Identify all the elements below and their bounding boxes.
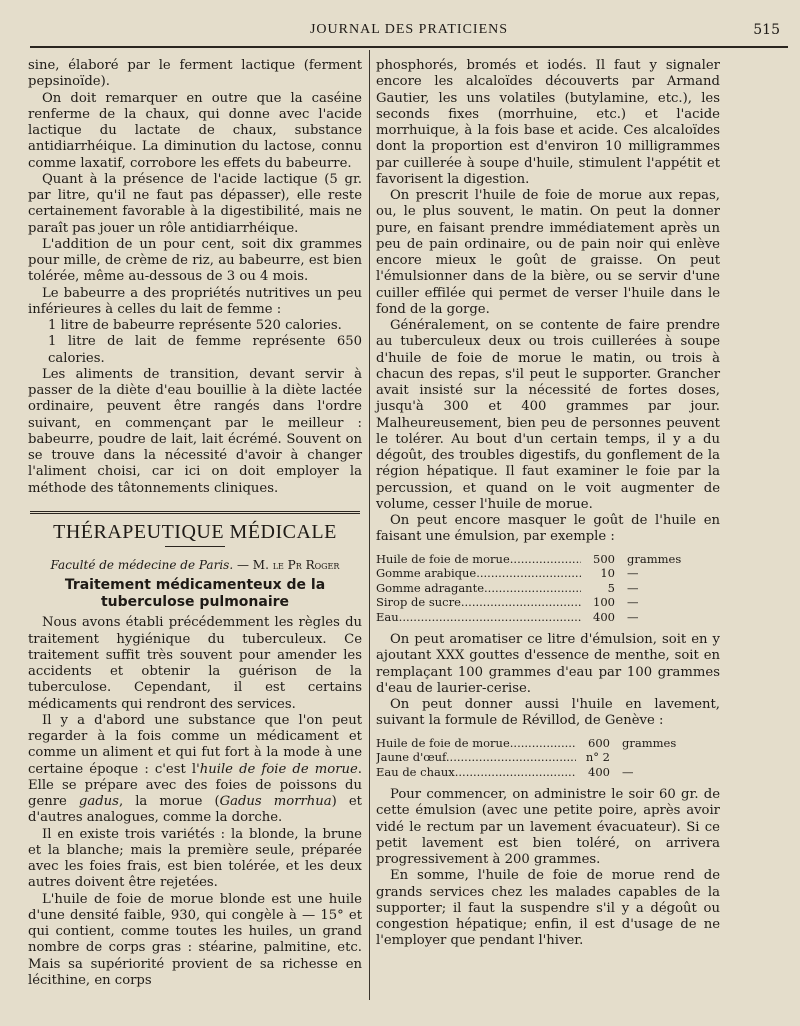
header-rule <box>30 46 788 48</box>
italic-term: Gadus morrhua <box>219 794 332 809</box>
formula-row: Eau ..... 400 — <box>376 610 720 625</box>
paragraph: On peut aromatiser ce litre d'émulsion, soit en y ajoutant XXX gouttes d'essence de menthe, soit en remplaçant 100 grammes d'eau par 100 grammes d'eau de laurier-cerise. <box>376 632 720 696</box>
paragraph: Généralement, on se contente de faire prendre au tuberculeux deux ou trois cuillerées à soupe d'huile de foie de morue le matin, ou trois à chacun des repas, s'il peut le supporter. Grancher avait insisté sur la nécessité de fortes doses, jusqu'à 300 et 400 grammes par jour. Malheureusement, bien peu de personnes peuvent le tolérer. Au bout d'un certain temps, il y a du dégoût, des troubles digestifs, du gonflement de la région hépatique. Il faut examiner le foie par la percussion, et quand on le voit augmenter de volume, cesser l'huile de morue. <box>376 318 720 512</box>
article-title: Traitement médicamenteux de la tuberculose pulmonaire <box>64 577 326 611</box>
paragraph: L'addition de un pour cent, soit dix grammes pour mille, de crème de riz, au babeurre, est bien tolérée, même au-dessous de 3 ou 4 mois. <box>28 236 362 285</box>
formula-row: Gomme adragante ..... 5 — <box>376 581 720 596</box>
byline-faculty: Faculté de médecine de Paris. <box>50 558 234 572</box>
enema-formula <box>376 736 720 780</box>
paragraph: sine, élaboré par le ferment lactique (ferment pepsinoïde). <box>28 58 362 90</box>
calorie-line: 1 litre de lait de femme représente 650 calories. <box>48 334 362 366</box>
formula-row: Eau de chaux ..... 400 — <box>376 765 720 780</box>
right-column <box>376 58 720 950</box>
page-number: 515 <box>753 22 780 38</box>
paragraph: On peut encore masquer le goût de l'huile en faisant une émulsion, par exemple : <box>376 513 720 545</box>
paragraph: On doit remarquer en outre que la caséine renferme de la chaux, qui donne avec l'acide lactique du lactate de chaux, substance antidiarrhéique. La diminution du lactose, connu comme laxatif, corrobore les effets du babeurre. <box>28 90 362 171</box>
section-rule <box>30 511 360 514</box>
calorie-line: 1 litre de babeurre représente 520 calories. <box>48 318 342 333</box>
formula-row: Huile de foie de morue ..... 600 grammes <box>376 736 720 751</box>
title-underline <box>165 546 225 547</box>
paragraph: phosphorés, bromés et iodés. Il faut y signaler encore les alcaloïdes découverts par Armand Gautier, les uns volatiles (butylamine, etc.), les seconds fixes (morrhuine, etc.) et l'acide morrhuique, à la fois base et acide. Ces alcaloïdes dont la proportion est d'environ 10 milligrammes par cuillerée à soupe d'huile, stimulent l'appétit et favorisent la digestion. <box>376 58 720 187</box>
paragraph: Il en existe trois variétés : la blonde, la brune et la blanche; mais la première seule, préparée avec les foies frais, est bien tolérée, et les deux autres doivent être rejetées. <box>28 826 362 891</box>
page-header <box>30 20 788 42</box>
paragraph: Il y a d'abord une substance que l'on peut regarder à la fois comme un médicament et comme un aliment et qui fut fort à la mode à une certaine époque : c'est l'huile de foie de morue. Elle se prépare avec des foies de poissons du genre gadus, la morue (Gadus morrhua) et d'autres analogues, comme la dorche. <box>28 712 362 826</box>
running-title: JOURNAL DES PRATICIENS <box>309 22 509 37</box>
left-column <box>28 58 362 989</box>
italic-term: huile de foie de morue <box>199 761 358 777</box>
formula-row: Huile de foie de morue ..... 500 grammes <box>376 552 720 567</box>
article-byline <box>28 557 362 573</box>
byline-separator: — <box>233 558 253 572</box>
column-divider <box>369 50 370 1000</box>
byline-author: M. le Pr Roger <box>252 558 340 572</box>
paragraph: On peut donner aussi l'huile en lavement, suivant la formule de Révillod, de Genève : <box>376 697 720 729</box>
paragraph: Pour commencer, on administre le soir 60 gr. de cette émulsion (avec une petite poire, après avoir vidé le rectum par un lavement évacuateur). Si ce petit lavement est bien toléré, on arrivera progressivement à 200 grammes. <box>376 787 720 867</box>
italic-term: gadus <box>78 794 119 809</box>
emulsion-formula <box>376 552 720 625</box>
paragraph: Le babeurre a des propriétés nutritives un peu inférieures à celles du lait de femme : <box>28 285 362 317</box>
section-title: THÉRAPEUTIQUE MÉDICALE <box>53 520 337 543</box>
paragraph: On prescrit l'huile de foie de morue aux repas, ou, le plus souvent, le matin. On peut la donner pure, en faisant prendre immédiatement après un peu de pain ordinaire, ou de pain noir qui enlève encore mieux le goût de graisse. On peut l'émulsionner dans de la bière, ou se servir d'une cuiller effilée qui permet de verser l'huile dans le fond de la gorge. <box>376 188 720 317</box>
formula-row: Gomme arabique ..... 10 — <box>376 566 720 581</box>
paragraph: Nous avons établi précédemment les règles du traitement hygiénique du tuberculeux. Ce traitement suffit très souvent pour amender les accidents et obtenir la guérison de la tuberculose. Cependant, il est certains médicaments qui rendront des services. <box>28 615 362 712</box>
paragraph: En somme, l'huile de foie de morue rend de grands services chez les malades capables de la supporter; il faut la suspendre s'il y a dégoût ou congestion hépatique; enfin, il est d'usage de ne l'employer que pendant l'hiver. <box>376 868 720 949</box>
paragraph: L'huile de foie de morue blonde est une huile d'une densité faible, 930, qui congèle à — 15° et qui contient, comme toutes les huiles, un grand nombre de corps gras : stéarine, palmitine, etc. Mais sa supériorité provient de sa richesse en lécithine, en corps <box>28 891 362 988</box>
formula-row: Sirop de sucre ..... 100 — <box>376 595 720 610</box>
formula-row: Jaune d'œuf ..... n° 2 <box>376 750 720 765</box>
paragraph: Quant à la présence de l'acide lactique (5 gr. par litre, qu'il ne faut pas dépasser), elle reste certainement favorable à la digestibilité, mais ne paraît pas jouer un rôle antidiarrhéique. <box>28 171 362 236</box>
paragraph: Les aliments de transition, devant servir à passer de la diète d'eau bouillie à la diète lactée ordinaire, peuvent être rangés dans l'ordre suivant, en commençant par le meilleur : babeurre, poudre de lait, lait écrémé. Souvent on se trouve dans la nécessité d'avoir à changer l'aliment choisi, car ici on doit employer la méthode des tâtonnements cliniques. <box>28 366 362 496</box>
